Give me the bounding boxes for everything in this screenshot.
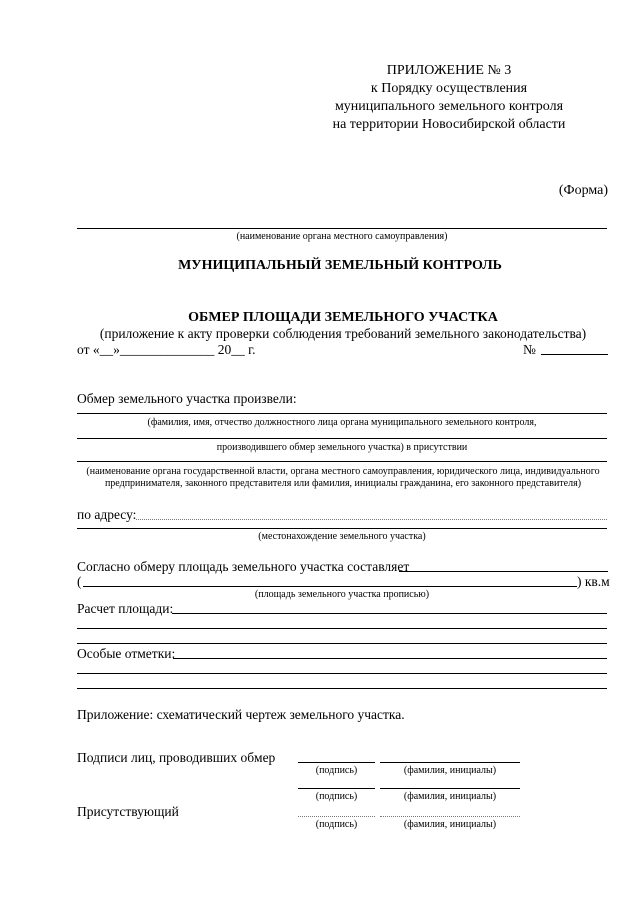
appendix-title: ПРИЛОЖЕНИЕ № 3	[386, 63, 512, 78]
address-line-2[interactable]	[77, 528, 607, 529]
address-label: по адресу:	[77, 507, 137, 522]
title-note: (приложение к акту проверки соблюдения требований земельного законодательства)	[99, 326, 587, 341]
appendix-line-2: к Порядку осуществления	[370, 81, 528, 96]
number-field[interactable]	[541, 354, 608, 355]
signatures-label: Подписи лиц, проводивших обмер	[77, 750, 276, 765]
date-line: от «__»______________ 20__ г.	[77, 342, 256, 357]
area-statement: Согласно обмеру площадь земельного участка составляет	[77, 559, 410, 574]
signature-field-3[interactable]	[298, 816, 375, 817]
area-open-paren: (	[77, 574, 82, 589]
caption-official: (фамилия, имя, отчество должностного лица органа муниципального земельного контроля,	[147, 417, 537, 428]
appendix-header	[325, 62, 573, 134]
area-unit: ) кв.м	[577, 574, 610, 589]
signature-field-1[interactable]	[298, 762, 375, 763]
calc-line-1[interactable]	[172, 613, 607, 614]
name-field-1[interactable]	[380, 762, 520, 763]
caption-location: (местонахождение земельного участка)	[258, 531, 426, 542]
calc-label: Расчет площади:	[77, 601, 174, 616]
caption-signature-1: (подпись)	[315, 765, 358, 776]
form-label: (Форма)	[558, 183, 608, 198]
address-field[interactable]	[136, 519, 607, 520]
number-label: №	[523, 342, 536, 357]
measured-by-label: Обмер земельного участка произвели:	[77, 391, 297, 406]
name-field-3[interactable]	[380, 816, 520, 817]
body-name-line	[77, 228, 607, 229]
caption-name-1: (фамилия, инициалы)	[403, 765, 497, 776]
caption-name-2: (фамилия, инициалы)	[403, 791, 497, 802]
caption-name-3: (фамилия, инициалы)	[403, 819, 497, 830]
title-sub: ОБМЕР ПЛОЩАДИ ЗЕМЕЛЬНОГО УЧАСТКА	[188, 310, 498, 325]
notes-line-1[interactable]	[173, 658, 607, 659]
title-main: МУНИЦИПАЛЬНЫЙ ЗЕМЕЛЬНЫЙ КОНТРОЛЬ	[178, 258, 502, 273]
signature-field-2[interactable]	[298, 788, 375, 789]
name-field-2[interactable]	[380, 788, 520, 789]
calc-line-2[interactable]	[77, 628, 607, 629]
present-label: Присутствующий	[77, 804, 179, 819]
caption-signature-2: (подпись)	[315, 791, 358, 802]
calc-line-3[interactable]	[77, 643, 607, 644]
performer-line[interactable]	[77, 438, 607, 439]
caption-signature-3: (подпись)	[315, 819, 358, 830]
official-line[interactable]	[77, 413, 607, 414]
caption-area-words: (площадь земельного участка прописью)	[254, 589, 430, 600]
notes-line-3[interactable]	[77, 688, 607, 689]
attachment-text: Приложение: схематический чертеж земельного участка.	[77, 707, 405, 722]
notes-label: Особые отметки:	[77, 646, 176, 661]
area-words-field[interactable]	[83, 586, 577, 587]
notes-line-2[interactable]	[77, 673, 607, 674]
caption-body-name: (наименование органа местного самоуправления)	[236, 231, 448, 242]
appendix-line-3: муниципального земельного контроля	[334, 99, 564, 114]
appendix-line-4: на территории Новосибирской области	[332, 117, 566, 132]
caption-performer: производившего обмер земельного участка) в присутствии	[216, 442, 468, 453]
area-number-field[interactable]	[399, 571, 608, 572]
presence-line[interactable]	[77, 461, 607, 462]
caption-presence: (наименование органа государственной власти, органа местного самоуправления, юридического лица, индивидуального предпринимателя, законного представителя или фамилия, инициалы гражданина, его законного представителя)	[86, 466, 600, 489]
